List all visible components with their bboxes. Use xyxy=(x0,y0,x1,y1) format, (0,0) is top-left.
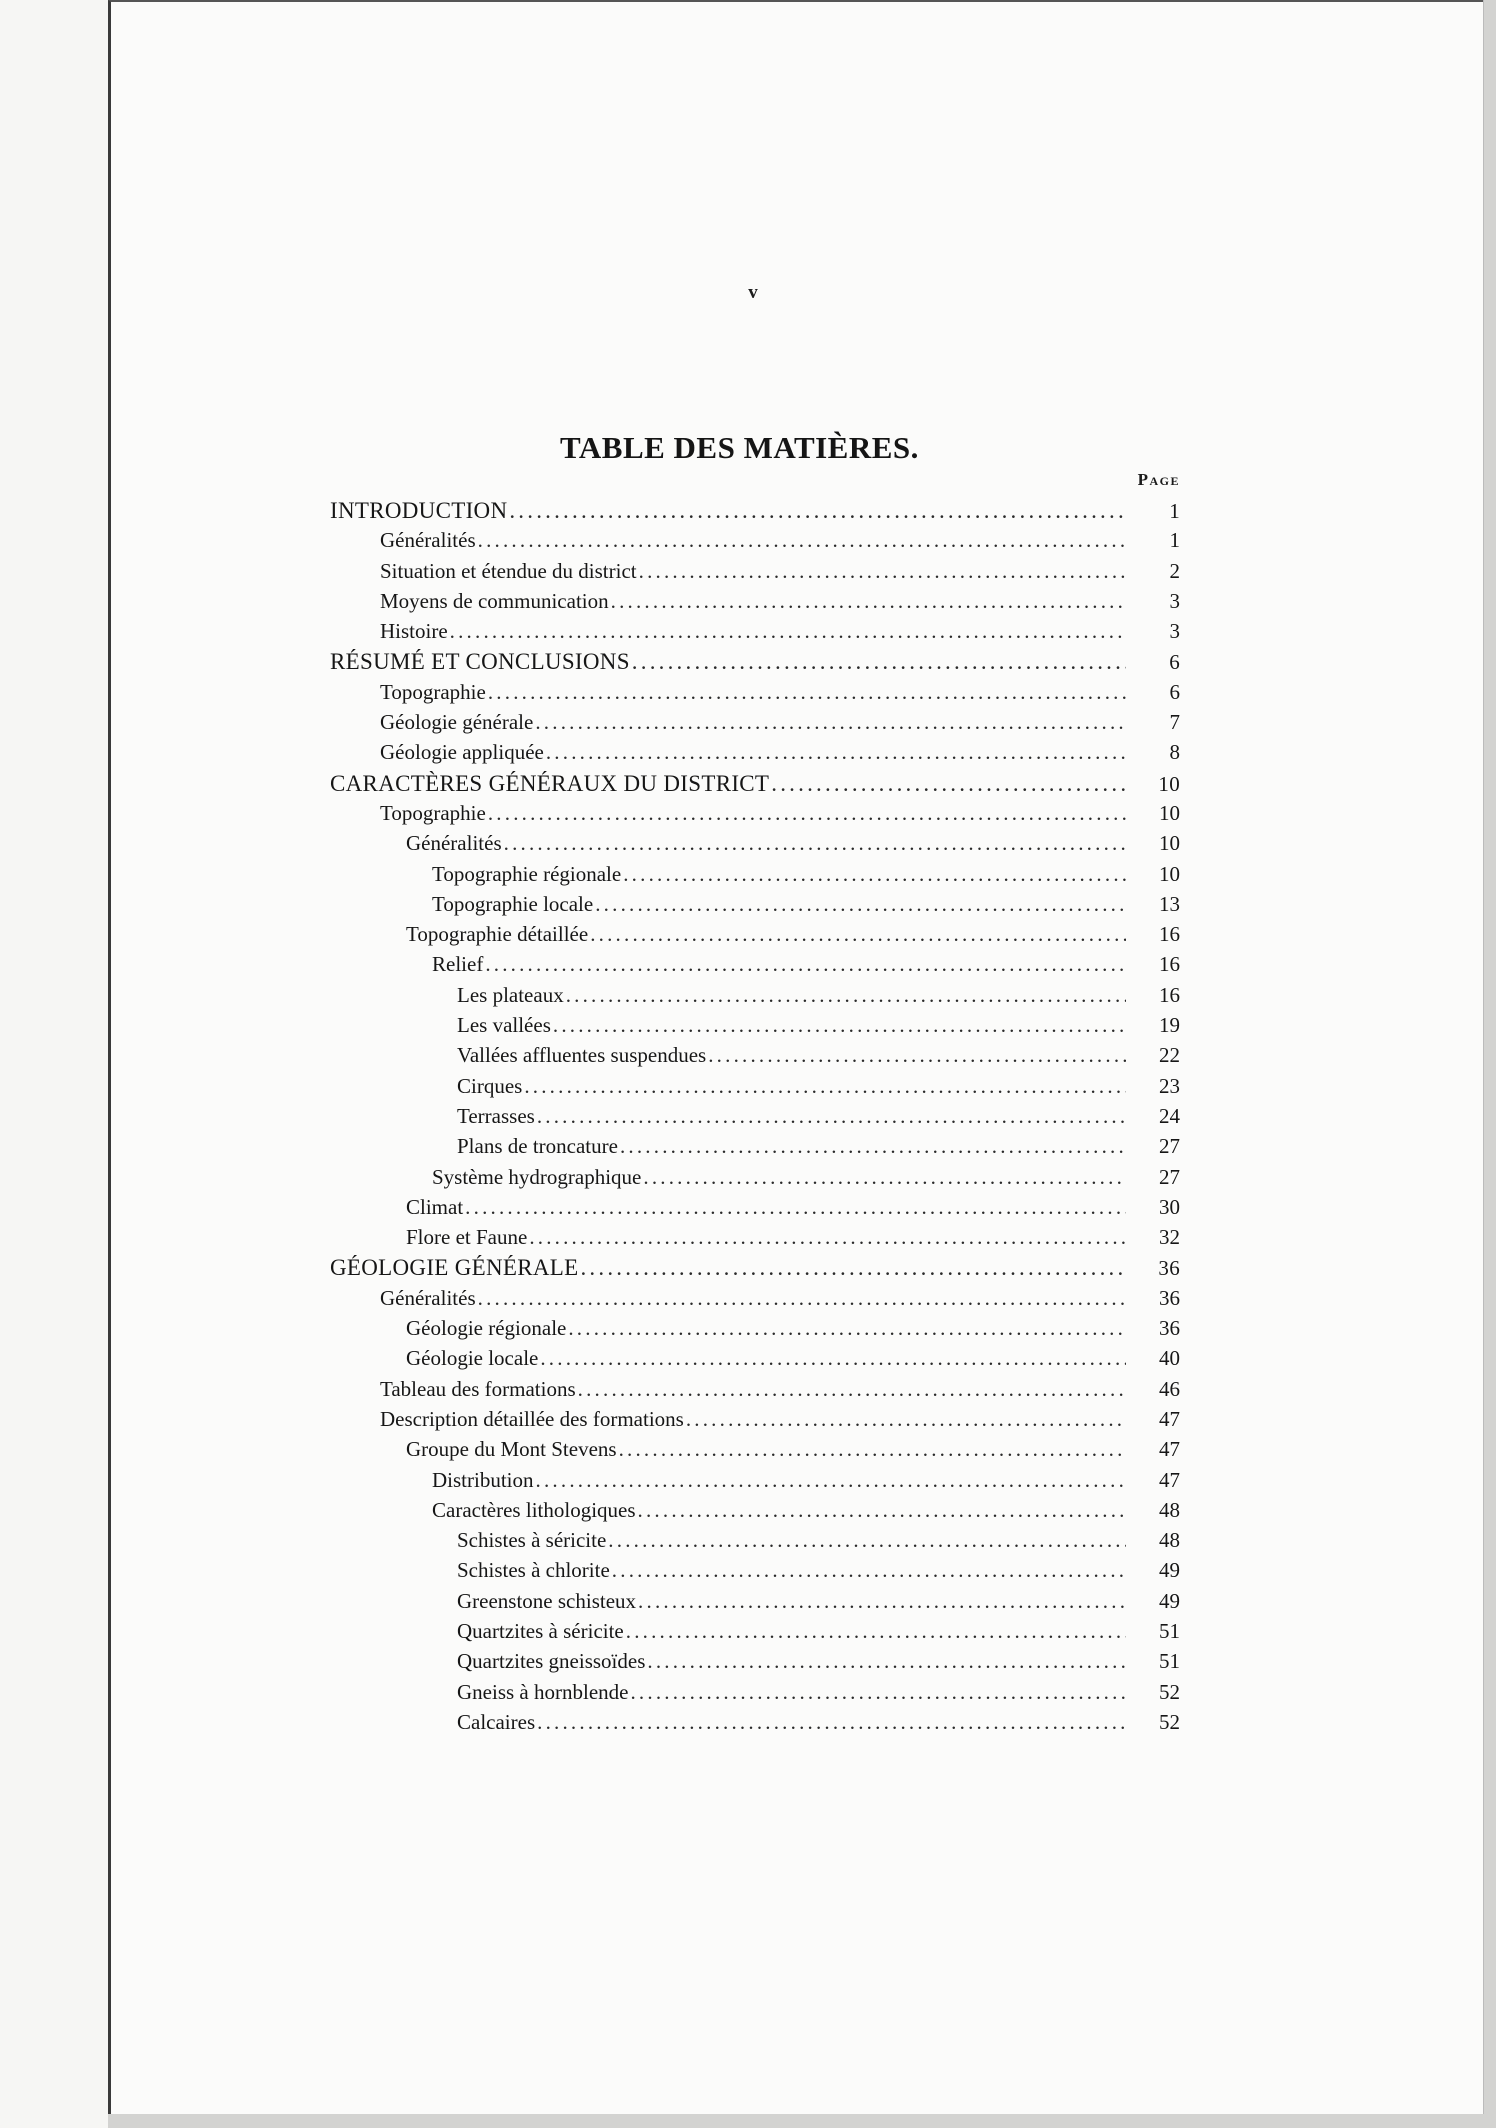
toc-entry-page: 36 xyxy=(1159,1316,1180,1341)
toc-entry xyxy=(330,952,1180,982)
page-folio: v xyxy=(748,282,758,303)
dot-leader xyxy=(619,1437,1126,1462)
toc-entry-page: 46 xyxy=(1159,1376,1180,1401)
dot-leader xyxy=(647,1649,1126,1674)
dot-leader xyxy=(611,589,1126,614)
dot-leader xyxy=(580,1255,1126,1281)
toc-entry-page: 32 xyxy=(1159,1225,1180,1250)
dot-leader xyxy=(708,1043,1126,1068)
dot-leader xyxy=(478,1286,1126,1311)
toc-entry-label: INTRODUCTION xyxy=(330,498,508,523)
toc-entry xyxy=(330,1437,1180,1467)
toc-entry-page: 30 xyxy=(1159,1194,1180,1219)
toc-entry xyxy=(330,1286,1180,1316)
toc-entry-label: Flore et Faune xyxy=(406,1225,528,1250)
toc-entry xyxy=(330,831,1180,861)
toc-entry xyxy=(330,740,1180,770)
toc-entry-page: 3 xyxy=(1169,588,1180,613)
toc-entry-label: Caractères lithologiques xyxy=(432,1497,636,1522)
toc-entry-page: 23 xyxy=(1159,1073,1180,1098)
dot-leader xyxy=(478,528,1126,553)
toc-entry-page: 7 xyxy=(1169,710,1180,735)
toc-entry-page: 51 xyxy=(1159,1618,1180,1643)
toc-entry-label: CARACTÈRES GÉNÉRAUX DU DISTRICT xyxy=(330,770,770,796)
dot-leader xyxy=(553,1013,1126,1038)
table-of-contents xyxy=(330,498,1180,1740)
toc-entry-label: Topographie xyxy=(380,800,486,825)
dot-leader xyxy=(566,983,1126,1008)
toc-title: TABLE DES MATIÈRES. xyxy=(560,430,919,465)
toc-entry-label: Topographie régionale xyxy=(432,861,622,886)
toc-entry-page: 36 xyxy=(1159,1285,1180,1310)
dot-leader xyxy=(771,771,1126,797)
dot-leader xyxy=(686,1407,1126,1432)
toc-entry-page: 49 xyxy=(1159,1588,1180,1613)
toc-entry xyxy=(330,801,1180,831)
toc-entry-page: 36 xyxy=(1158,1256,1180,1281)
dot-leader xyxy=(488,801,1126,826)
dot-leader xyxy=(465,1195,1126,1220)
toc-entry-label: Les vallées xyxy=(457,1013,551,1038)
toc-entry-page: 47 xyxy=(1159,1467,1180,1492)
toc-entry xyxy=(330,1649,1180,1679)
toc-entry-page: 22 xyxy=(1159,1043,1180,1068)
dot-leader xyxy=(524,1074,1126,1099)
toc-entry-page: 6 xyxy=(1169,650,1180,675)
toc-entry xyxy=(330,710,1180,740)
toc-entry-label: Relief xyxy=(432,952,484,977)
toc-entry xyxy=(330,1043,1180,1073)
toc-entry xyxy=(330,983,1180,1013)
toc-entry-page: 47 xyxy=(1159,1406,1180,1431)
toc-entry-label: Tableau des formations xyxy=(380,1376,576,1401)
toc-entry-page: 47 xyxy=(1159,1437,1180,1462)
toc-entry-label: Situation et étendue du district xyxy=(380,558,637,583)
toc-entry-page: 48 xyxy=(1159,1497,1180,1522)
toc-entry xyxy=(330,559,1180,589)
toc-entry xyxy=(330,771,1180,801)
toc-entry-label: Généralités xyxy=(406,831,502,856)
page-column-header: Page xyxy=(1137,470,1180,489)
dot-leader xyxy=(450,619,1126,644)
dot-leader xyxy=(568,1316,1126,1341)
toc-entry xyxy=(330,1346,1180,1376)
toc-entry xyxy=(330,619,1180,649)
toc-entry-label: Histoire xyxy=(380,619,448,644)
toc-entry xyxy=(330,1589,1180,1619)
dot-leader xyxy=(540,1346,1126,1371)
toc-entry xyxy=(330,680,1180,710)
toc-entry-label: Schistes à séricite xyxy=(457,1528,607,1553)
toc-entry xyxy=(330,922,1180,952)
toc-entry-page: 24 xyxy=(1159,1103,1180,1128)
toc-entry-label: Système hydrographique xyxy=(432,1164,642,1189)
dot-leader xyxy=(535,710,1126,735)
dot-leader xyxy=(546,740,1126,765)
toc-entry xyxy=(330,498,1180,528)
toc-entry xyxy=(330,1074,1180,1104)
toc-entry-label: GÉOLOGIE GÉNÉRALE xyxy=(330,1255,579,1281)
toc-entry-page: 10 xyxy=(1158,771,1180,796)
toc-entry-label: Cirques xyxy=(457,1073,523,1098)
dot-leader xyxy=(537,1710,1126,1735)
toc-entry xyxy=(330,528,1180,558)
toc-entry-label: Généralités xyxy=(380,528,476,553)
toc-entry-page: 40 xyxy=(1159,1346,1180,1371)
toc-entry-label: Terrasses xyxy=(457,1103,535,1128)
toc-entry xyxy=(330,1104,1180,1134)
toc-entry-page: 49 xyxy=(1159,1558,1180,1583)
toc-entry-label: Moyens de communication xyxy=(380,588,609,613)
dot-leader xyxy=(590,922,1126,947)
dot-leader xyxy=(630,1680,1126,1705)
toc-entry xyxy=(330,1195,1180,1225)
toc-entry-page: 6 xyxy=(1169,679,1180,704)
dot-leader xyxy=(632,649,1126,675)
toc-entry xyxy=(330,892,1180,922)
toc-entry-label: Climat xyxy=(406,1194,464,1219)
dot-leader xyxy=(509,498,1126,524)
toc-entry-label: Quartzites gneissoïdes xyxy=(457,1649,646,1674)
dot-leader xyxy=(643,1165,1126,1190)
toc-entry xyxy=(330,1165,1180,1195)
toc-entry xyxy=(330,1710,1180,1740)
toc-entry-page: 3 xyxy=(1169,619,1180,644)
toc-entry-label: Quartzites à séricite xyxy=(457,1618,624,1643)
toc-entry-label: Topographie détaillée xyxy=(406,922,589,947)
toc-entry xyxy=(330,589,1180,619)
toc-entry-page: 27 xyxy=(1159,1164,1180,1189)
toc-entry xyxy=(330,1316,1180,1346)
toc-entry-label: Groupe du Mont Stevens xyxy=(406,1437,617,1462)
dot-leader xyxy=(612,1558,1126,1583)
toc-entry xyxy=(330,1528,1180,1558)
toc-entry xyxy=(330,1498,1180,1528)
toc-entry-page: 52 xyxy=(1159,1679,1180,1704)
toc-entry-page: 27 xyxy=(1159,1134,1180,1159)
toc-entry-label: Vallées affluentes suspendues xyxy=(457,1043,707,1068)
toc-entry xyxy=(330,862,1180,892)
dot-leader xyxy=(488,680,1126,705)
toc-entry-label: Calcaires xyxy=(457,1709,536,1734)
toc-entry xyxy=(330,1407,1180,1437)
toc-entry-label: RÉSUMÉ ET CONCLUSIONS xyxy=(330,649,630,675)
dot-leader xyxy=(626,1619,1126,1644)
toc-entry-label: Description détaillée des formations xyxy=(380,1406,684,1431)
toc-entry-page: 10 xyxy=(1159,800,1180,825)
dot-leader xyxy=(504,831,1126,856)
toc-entry-label: Topographie locale xyxy=(432,891,594,916)
dot-leader xyxy=(536,1468,1126,1493)
dot-leader xyxy=(578,1377,1126,1402)
toc-entry-page: 1 xyxy=(1169,499,1180,523)
toc-entry-label: Distribution xyxy=(432,1467,534,1492)
toc-entry-page: 19 xyxy=(1159,1013,1180,1038)
toc-entry-page: 51 xyxy=(1159,1649,1180,1674)
toc-entry-label: Schistes à chlorite xyxy=(457,1558,610,1583)
binding-margin xyxy=(0,0,108,2128)
toc-entry-label: Les plateaux xyxy=(457,982,564,1007)
toc-entry xyxy=(330,1013,1180,1043)
toc-entry-page: 16 xyxy=(1159,982,1180,1007)
toc-entry xyxy=(330,1558,1180,1588)
toc-entry-page: 8 xyxy=(1169,740,1180,765)
dot-leader xyxy=(623,862,1126,887)
toc-entry-page: 16 xyxy=(1159,952,1180,977)
toc-entry-page: 10 xyxy=(1159,861,1180,886)
dot-leader xyxy=(537,1104,1126,1129)
toc-entry xyxy=(330,1255,1180,1285)
toc-entry-page: 2 xyxy=(1169,558,1180,583)
toc-entry-label: Greenstone schisteux xyxy=(457,1588,637,1613)
dot-leader xyxy=(529,1225,1126,1250)
dot-leader xyxy=(620,1134,1126,1159)
dot-leader xyxy=(485,952,1126,977)
toc-entry-label: Généralités xyxy=(380,1285,476,1310)
toc-entry-label: Géologie régionale xyxy=(406,1316,567,1341)
toc-entry-label: Géologie générale xyxy=(380,710,534,735)
toc-entry xyxy=(330,1619,1180,1649)
toc-entry xyxy=(330,1377,1180,1407)
dot-leader xyxy=(638,1589,1126,1614)
toc-entry-label: Gneiss à hornblende xyxy=(457,1679,629,1704)
toc-entry-page: 1 xyxy=(1169,528,1180,553)
dot-leader xyxy=(638,1498,1126,1523)
toc-entry-page: 13 xyxy=(1159,891,1180,916)
toc-entry-page: 48 xyxy=(1159,1528,1180,1553)
toc-entry-page: 10 xyxy=(1159,831,1180,856)
toc-entry-label: Géologie appliquée xyxy=(380,740,544,765)
toc-entry xyxy=(330,649,1180,679)
toc-entry-label: Topographie xyxy=(380,679,486,704)
toc-entry-page: 16 xyxy=(1159,922,1180,947)
dot-leader xyxy=(639,559,1126,584)
toc-entry xyxy=(330,1680,1180,1710)
toc-entry-label: Plans de troncature xyxy=(457,1134,618,1159)
dot-leader xyxy=(595,892,1126,917)
dot-leader xyxy=(608,1528,1126,1553)
toc-entry xyxy=(330,1134,1180,1164)
toc-entry xyxy=(330,1468,1180,1498)
toc-entry xyxy=(330,1225,1180,1255)
toc-entry-label: Géologie locale xyxy=(406,1346,539,1371)
toc-entry-page: 52 xyxy=(1159,1709,1180,1734)
